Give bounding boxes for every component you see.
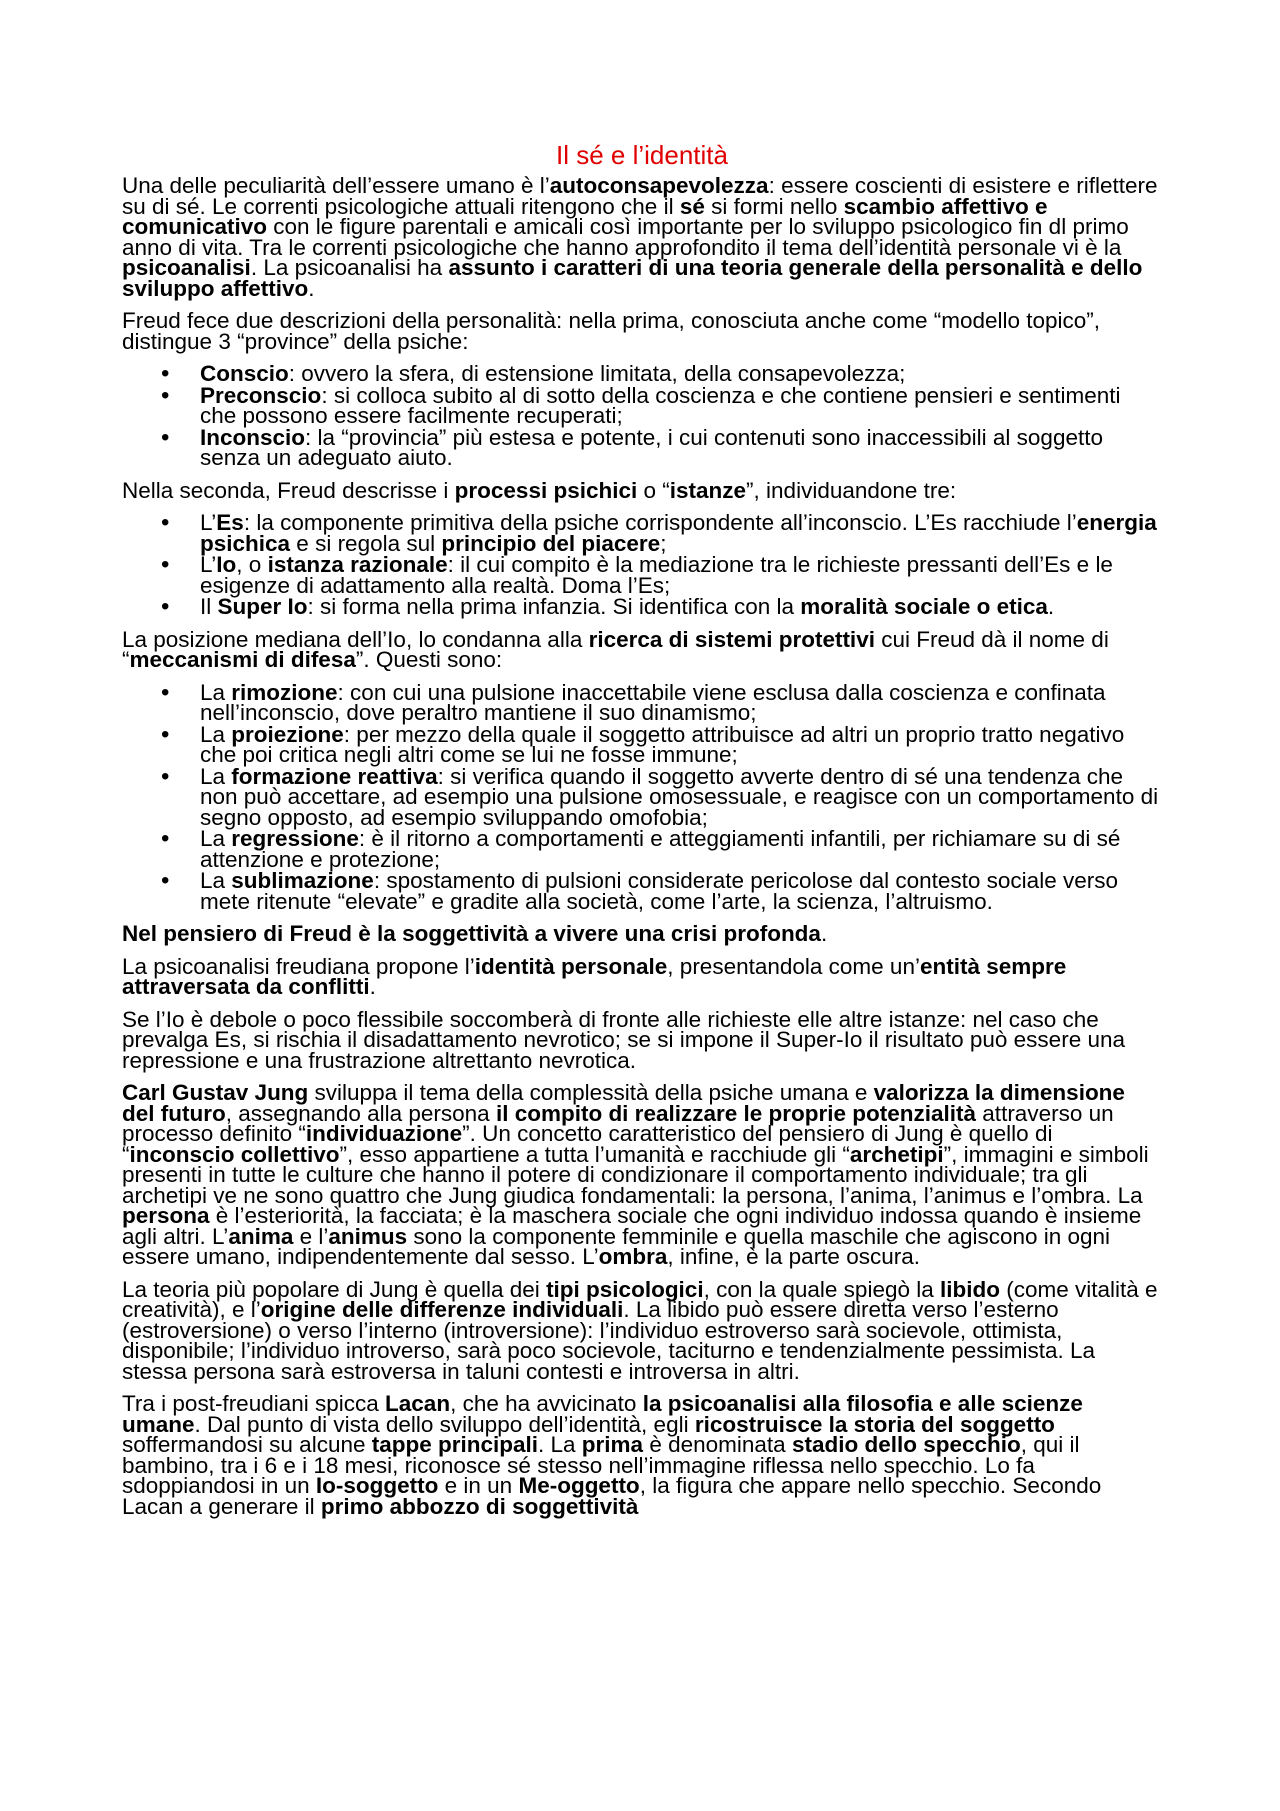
paragraph-tipi-psicologici: La teoria più popolare di Jung è quella dei tipi psicologici, con la quale spiegò la libido (come vitalità e creatività), e l’origine delle differenze individuali. La libido può essere diretta verso l’esterno (estroversione) o verso l’interno (introversione): l’individuo estroverso sarà socievole, ottimista, disponibile; l’individuo introverso, sarà poco socievole, taciturno e tendenzialmente pessimista. La stessa persona sarà estroversa in taluni contesti e introversa in altri.	[122, 1276, 1158, 1384]
list-item: • La formazione reattiva: si verifica quando il soggetto avverte dentro di sé una tendenza che non può accettare, ad esempio una pulsione omosessuale, e reagisce con un comportamento di segno opposto, ad esempio sviluppando omofobia;	[200, 767, 1162, 829]
paragraph-istanze: Nella seconda, Freud descrisse i processi psichici o “istanze”, individuandone tre:	[122, 477, 957, 503]
list-item: • L’Io, o istanza razionale: il cui compito è la mediazione tra le richieste pressanti dell’Es e le esigenze di adattamento alla realtà. Doma l’Es;	[200, 555, 1162, 596]
list-item: • Conscio: ovvero la sfera, di estensione limitata, della consapevolezza;	[200, 364, 1162, 385]
document-title: Il sé e l’identità	[556, 140, 728, 170]
list-item: • La sublimazione: spostamento di pulsioni considerate pericolose dal contesto sociale verso mete ritenute “elevate” e gradite alla società, come l’arte, la scienza, l’altruismo.	[200, 871, 1162, 912]
list-item: • Preconscio: si colloca subito al di sotto della coscienza e che contiene pensieri e sentimenti che possono essere facilmente recuperati;	[200, 386, 1162, 427]
paragraph-modello-topico: Freud fece due descrizioni della personalità: nella prima, conosciuta anche come “modello topico”, distingue 3 “province” della psiche:	[122, 308, 1101, 354]
paragraph-identita-personale: La psicoanalisi freudiana propone l’identità personale, presentandola come un’entità sempre attraversata da conflitti.	[122, 953, 1067, 999]
list-item: • La proiezione: per mezzo della quale il soggetto attribuisce ad altri un proprio tratto negativo che poi critica negli altri come se lui ne fosse immune;	[200, 725, 1162, 766]
list-istanze	[122, 510, 1162, 619]
paragraph-io-debole: Se l’Io è debole o poco flessibile soccomberà di fronte alle richieste elle altre istanze: nel caso che prevalga Es, si rischia il disadattamento nevrotico; se si impone il Super-Io il risultato può essere una repressione e una frustrazione altrettanto nevrotica.	[122, 1006, 1125, 1073]
list-item: • Inconscio: la “provincia” più estesa e potente, i cui contenuti sono inaccessibili al soggetto senza un adeguato aiuto.	[200, 428, 1162, 469]
paragraph-jung: Carl Gustav Jung sviluppa il tema della complessità della psiche umana e valorizza la dimensione del futuro, assegnando alla persona il compito di realizzare le proprie potenzialità attraverso un processo definito “individuazione”. Un concetto caratteristico del pensiero di Jung è quello di “inconscio collettivo”, esso appartiene a tutta l’umanità e racchiude gli “archetipi”, immagini e simboli presenti in tutte le culture che hanno il potere di condizionare il comportamento individuale; tra gli archetipi ve ne sono quattro che Jung giudica fondamentali: la persona, l’anima, l’animus e l’ombra. La persona è l’esteriorità, la facciata; è la maschera sociale che ogni individuo indossa quando è insieme agli altri. L’anima e l’animus sono la componente femminile e quella maschile che agiscono in ogni essere umano, indipendentemente dal sesso. L’ombra, infine, è la parte oscura.	[122, 1080, 1149, 1269]
paragraph-autoconsapevolezza: Una delle peculiarità dell’essere umano è l’autoconsapevolezza: essere coscienti di esistere e riflettere su di sé. Le correnti psicologiche attuali ritengono che il sé si formi nello scambio affettivo e comunicativo con le figure parentali e amicali così importante per lo sviluppo psicologico fin dl primo anno di vita. Tra le correnti psicologiche che hanno approfondito il tema dell’identità personale vi è la psicoanalisi. La psicoanalisi ha assunto i caratteri di una teoria generale della personalità e dello sviluppo affettivo.	[122, 173, 1158, 301]
paragraph-meccanismi: La posizione mediana dell’Io, lo condanna alla ricerca di sistemi protettivi cui Freud dà il nome di “meccanismi di difesa”. Questi sono:	[122, 626, 1109, 672]
list-item: • La rimozione: con cui una pulsione inaccettabile viene esclusa dalla coscienza e confinata nell’inconscio, dove peraltro mantiene il suo dinamismo;	[200, 683, 1162, 724]
list-item: • L’Es: la componente primitiva della psiche corrispondente all’inconscio. L’Es racchiude l’energia psichica e si regola sul principio del piacere;	[200, 513, 1162, 554]
list-province	[122, 361, 1162, 470]
paragraph-crisi: Nel pensiero di Freud è la soggettività a vivere una crisi profonda.	[122, 921, 828, 946]
list-item: • La regressione: è il ritorno a comportamenti e atteggiamenti infantili, per richiamare su di sé attenzione e protezione;	[200, 829, 1162, 870]
list-item: • Il Super Io: si forma nella prima infanzia. Si identifica con la moralità sociale o etica.	[200, 597, 1162, 618]
paragraph-lacan: Tra i post-freudiani spicca Lacan, che ha avvicinato la psicoanalisi alla filosofia e alle scienze umane. Dal punto di vista dello sviluppo dell’identità, egli ricostruisce la storia del soggetto soffermandosi su alcune tappe principali. La prima è denominata stadio dello specchio, qui il bambino, tra i 6 e i 18 mesi, riconosce sé stesso nell’immagine riflessa nello specchio. Lo fa sdoppiandosi in un Io-soggetto e in un Me-oggetto, la figura che appare nello specchio. Secondo Lacan a generare il primo abbozzo di soggettività	[122, 1391, 1102, 1519]
list-meccanismi	[122, 679, 1162, 914]
